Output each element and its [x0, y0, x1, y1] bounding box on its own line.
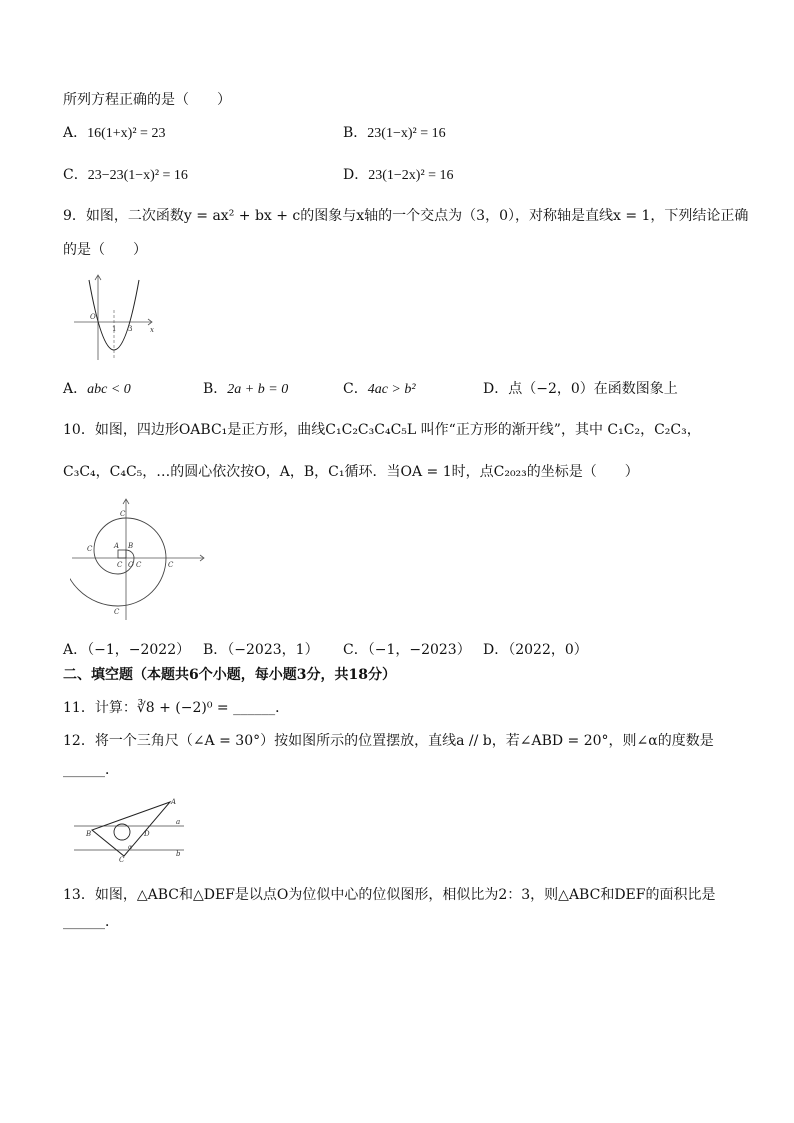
- q12-label-b: B: [86, 830, 92, 838]
- q9-option-d: D．点（−2，0）在函数图象上: [483, 381, 678, 397]
- q11-stem: 11．计算：∛8 + (−2)⁰ = ______．: [63, 700, 290, 716]
- q12-label-line-a: a: [176, 818, 181, 826]
- q10-label-o: O: [128, 561, 134, 569]
- q12-label-line-b: b: [176, 850, 181, 858]
- q10-stem-line2: C₃C₄，C₄C₅，…的圆心依次按O，A，B，C₁循环．当OA = 1时，点C₂₀₂₃的坐标是（ ）: [63, 464, 639, 480]
- q9-stem-line2: 的是（ ）: [63, 242, 147, 258]
- q12-stem-line1: 12．将一个三角尺（∠A = 30°）按如图所示的位置摆放，直线a // b，若∠ABD = 20°，则∠α的度数是: [63, 733, 714, 749]
- q13-stem-line1: 13．如图，△ABC和△DEF是以点O为位似中心的位似图形，相似比为2：3，则△ABC和DEF的面积比是: [63, 887, 716, 903]
- q12-label-a-vertex: A: [171, 798, 177, 806]
- q10-square: [118, 550, 126, 558]
- q10-label-c-near: C: [136, 561, 142, 569]
- q10-label-c-left: C: [87, 545, 93, 553]
- q9-parabola-figure: [70, 270, 160, 362]
- q8-option-b: B．23(1−x)² = 16: [343, 125, 446, 141]
- q8-stem: 所列方程正确的是（ ）: [63, 92, 231, 108]
- q10-involute-figure: [70, 496, 210, 624]
- q13-stem-line2: ______．: [63, 914, 119, 930]
- q10-option-a: A．（−1，−2022）: [63, 642, 191, 658]
- q8-option-a: A．16(1+x)² = 23: [63, 125, 166, 141]
- q9-option-c: C．4ac > b²: [343, 381, 416, 397]
- q10-stem-line1: 10．如图，四边形OABC₁是正方形，曲线C₁C₂C₃C₄C₅L 叫作“正方形的渐开线”，其中 C₁C₂，C₂C₃，: [63, 422, 701, 438]
- q12-label-alpha: α: [128, 844, 133, 851]
- q12-label-d: D: [144, 830, 150, 838]
- q8-option-c: C．23−23(1−x)² = 16: [63, 167, 188, 183]
- q10-label-c1: C: [117, 561, 123, 569]
- q9-label-1: 1: [112, 325, 117, 333]
- q12-stem-line2: ______．: [63, 762, 119, 778]
- q9-option-b: B．2a + b = 0: [203, 381, 289, 397]
- q10-label-b: B: [128, 542, 134, 550]
- q9-label-x: x: [150, 326, 154, 334]
- section2-title: 二、填空题（本题共6个小题，每小题3分，共18分）: [63, 667, 396, 683]
- q10-option-b: B．（−2023，1）: [203, 642, 319, 658]
- q10-option-d: D．（2022，0）: [483, 642, 588, 658]
- q12-label-c: C: [119, 856, 125, 864]
- q10-label-c-bottom: C: [114, 608, 120, 616]
- q9-stem-line1: 9．如图，二次函数y = ax² + bx + c的图象与x轴的一个交点为（3，0），对称轴是直线x = 1，下列结论正确: [63, 208, 749, 224]
- q9-label-o: O: [90, 313, 96, 321]
- q12-triangle-figure: [64, 794, 194, 864]
- q10-label-a: A: [114, 542, 120, 550]
- q10-option-c: C．（−1，−2023）: [343, 642, 471, 658]
- q10-label-c-top: C: [120, 510, 126, 518]
- q9-label-3: 3: [128, 325, 133, 333]
- q10-label-c-right: C: [168, 561, 174, 569]
- q9-option-a: A．abc < 0: [63, 381, 131, 397]
- q12-set-square-hole: [114, 824, 130, 840]
- q8-option-d: D．23(1−2x)² = 16: [343, 167, 454, 183]
